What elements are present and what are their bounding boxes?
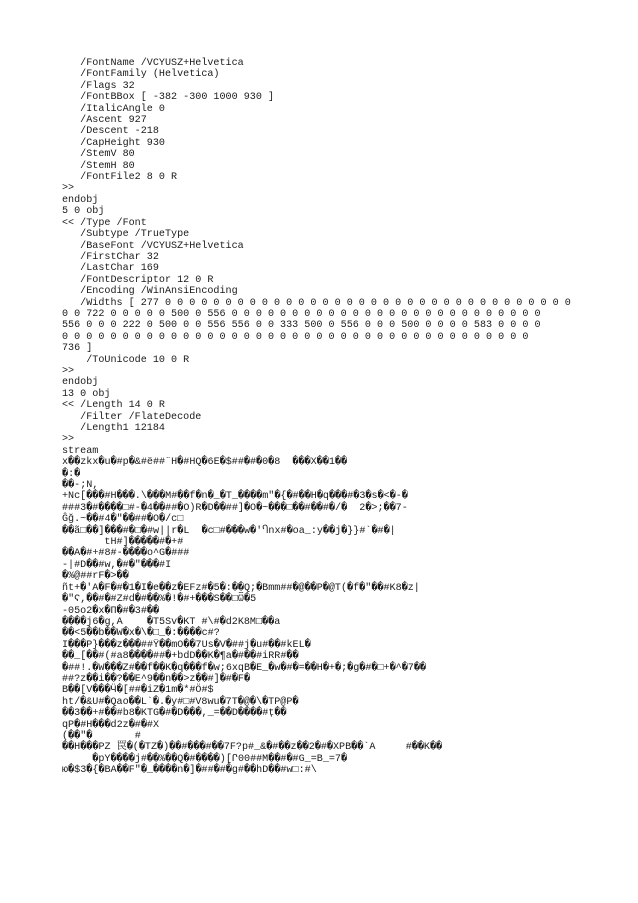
pdf-source-text (62, 58, 638, 777)
source-line: ����j6�g,A �T5Sv�KT #\#�d2K8M□��a (62, 616, 281, 628)
source-line: +Nc[���#H���.\���M#��f�n�_�T_����m"�{�#��H�q���#�3�s�<�-� (62, 491, 408, 503)
source-line: /ToUnicode 10 0 R (62, 354, 190, 366)
source-line: 556 0 0 0 222 0 500 0 0 556 556 0 0 333 500 0 556 0 0 0 500 0 0 0 0 583 0 0 0 0 (62, 320, 541, 332)
source-line: /FontFamily (Helvetica) (62, 69, 220, 81)
source-line: endobj (62, 194, 99, 206)
source-line: << /Type /Font (62, 217, 147, 229)
source-line: �%@##rF�>�� (62, 571, 129, 583)
source-line: /StemV 80 (62, 149, 135, 161)
source-line: /Widths [ 277 0 0 0 0 0 0 0 0 0 0 0 0 0 0 0 0 0 0 0 0 0 0 0 0 0 0 0 0 0 0 0 0 0 0 (62, 297, 571, 309)
source-line: ht/�&U#�Qao��L`�.�y#□#V8wu�7T�@�\�TP@P� (62, 696, 299, 708)
source-line: 13 0 obj (62, 388, 111, 400)
source-line: /FontName /VCYUSZ+Helvetica (62, 58, 244, 69)
source-line: �"Ϛ,��#�#Z#d�#��%�!�#+���S��□Ѿ�5 (62, 594, 257, 606)
source-line: >> (62, 183, 75, 195)
source-line: ю�$3�{�BA��F"�_����n�]�##�#�g#��hD��#w□:#\ (62, 765, 317, 777)
source-line: /ItalicAngle 0 (62, 103, 165, 115)
source-line: 0 0 0 0 0 0 0 0 0 0 0 0 0 0 0 0 0 0 0 0 0 0 0 0 0 0 0 0 0 0 0 0 0 0 0 0 0 0 0 (62, 331, 529, 343)
source-line: /FontFile2 8 0 R (62, 172, 178, 184)
source-line: /FontDescriptor 12 0 R (62, 274, 214, 286)
source-line: ��H���PZ 罠�(�TZ�)��#���#��7F?p#_&�#��z��2�#�XPB��`A #��K�� (62, 742, 443, 754)
source-line: qP�#H���d2z�#�#X (62, 719, 160, 731)
source-line: ��<5��b��W�x�\�□_�:����c#? (62, 628, 220, 640)
source-line: /Filter /FlateDecode (62, 411, 202, 423)
source-line: /FontBBox [ -382 -300 1000 930 ] (62, 92, 275, 104)
source-line: �:� (62, 468, 81, 480)
source-line: 0 0 722 0 0 0 0 0 500 0 556 0 0 0 0 0 0 0 0 0 0 0 0 0 0 0 0 0 0 0 0 0 0 0 0 0 0 (62, 308, 541, 320)
source-line: 736 ] (62, 343, 93, 355)
source-line: >> (62, 434, 75, 446)
source-line: /Subtype /TrueType (62, 229, 190, 241)
source-line: (��"� # (62, 730, 141, 742)
source-line: ñt+�'A�F�#�1�I�e��z�EFz#�5�:��Q;�Bmm##�@��P�@T(�f�"��#K8�z| (62, 582, 420, 594)
source-line: /Flags 32 (62, 80, 135, 92)
source-line: I���P}���z���##Ÿ��mO��7Us�V�##j�u#��#kEL� (62, 639, 311, 651)
source-line: ��_[��#(#a8����##�+bdD��K�¶a�#��#iRR#�� (62, 651, 299, 663)
source-line: ��ã□��]���#�□�#w||r�L �c□#���w�'Ⴄnx#�oa_:y��j�}}#`�#�| (62, 525, 396, 537)
source-line: ��-;N, (62, 480, 99, 492)
source-line: x��zkx�u�#p�&#ë##¨H�#HQ�6E�$##�#�0�8 ���X��1�� (62, 457, 348, 469)
source-line: /Length1 12184 (62, 423, 165, 434)
source-line: /Descent -218 (62, 126, 159, 138)
source-line: /BaseFont /VCYUSZ+Helvetica (62, 240, 244, 252)
source-line: >> (62, 365, 75, 377)
source-line: ##?z��i��?��E^9��n��>z��#]�#�F� (62, 673, 251, 685)
source-line: ��3��+#��#b8�KTG�#�D���,_=��D����#ț�� (62, 708, 287, 720)
source-line: ��A�#+#8#-����o^G�### (62, 548, 190, 560)
source-line: << /Length 14 0 R (62, 400, 165, 412)
source-line: �pY����j#��%��Q�#����)[Ր00##M��#�#G_=B_=7� (62, 753, 348, 765)
source-line: /Ascent 927 (62, 115, 147, 127)
source-line: 5 0 obj (62, 206, 105, 218)
source-line: /StemH 80 (62, 160, 135, 172)
source-line: �##!.�W���Z#��f��K�q���f�w;6xqB�E_�w�#�=��H�+�;�g�#�□+�^�7�� (62, 662, 427, 674)
source-line: ###3�#����□#-�4��##�O)R�D��##]�O�~���□��#��#�/� 2�>;��7- (62, 502, 408, 514)
source-line: -05o2�x�П�#�3#�� (62, 605, 160, 617)
source-line: /CapHeight 930 (62, 137, 165, 149)
source-line: /Encoding /WinAnsiEncoding (62, 286, 238, 298)
source-line: /FirstChar 32 (62, 251, 159, 263)
source-line: -|#D��#w,�#�"���#I (62, 559, 172, 571)
source-line: endobj (62, 377, 99, 389)
source-line: B��[V���Ӵ�[##�iZ�1m�*#Ö#$ (62, 685, 214, 697)
source-line: Ĝğ.~��#4�"��##�O�/c□ (62, 514, 184, 526)
source-line: tH#]�����#�+# (62, 537, 184, 549)
source-line: /LastChar 169 (62, 263, 159, 275)
source-line: stream (62, 445, 99, 457)
